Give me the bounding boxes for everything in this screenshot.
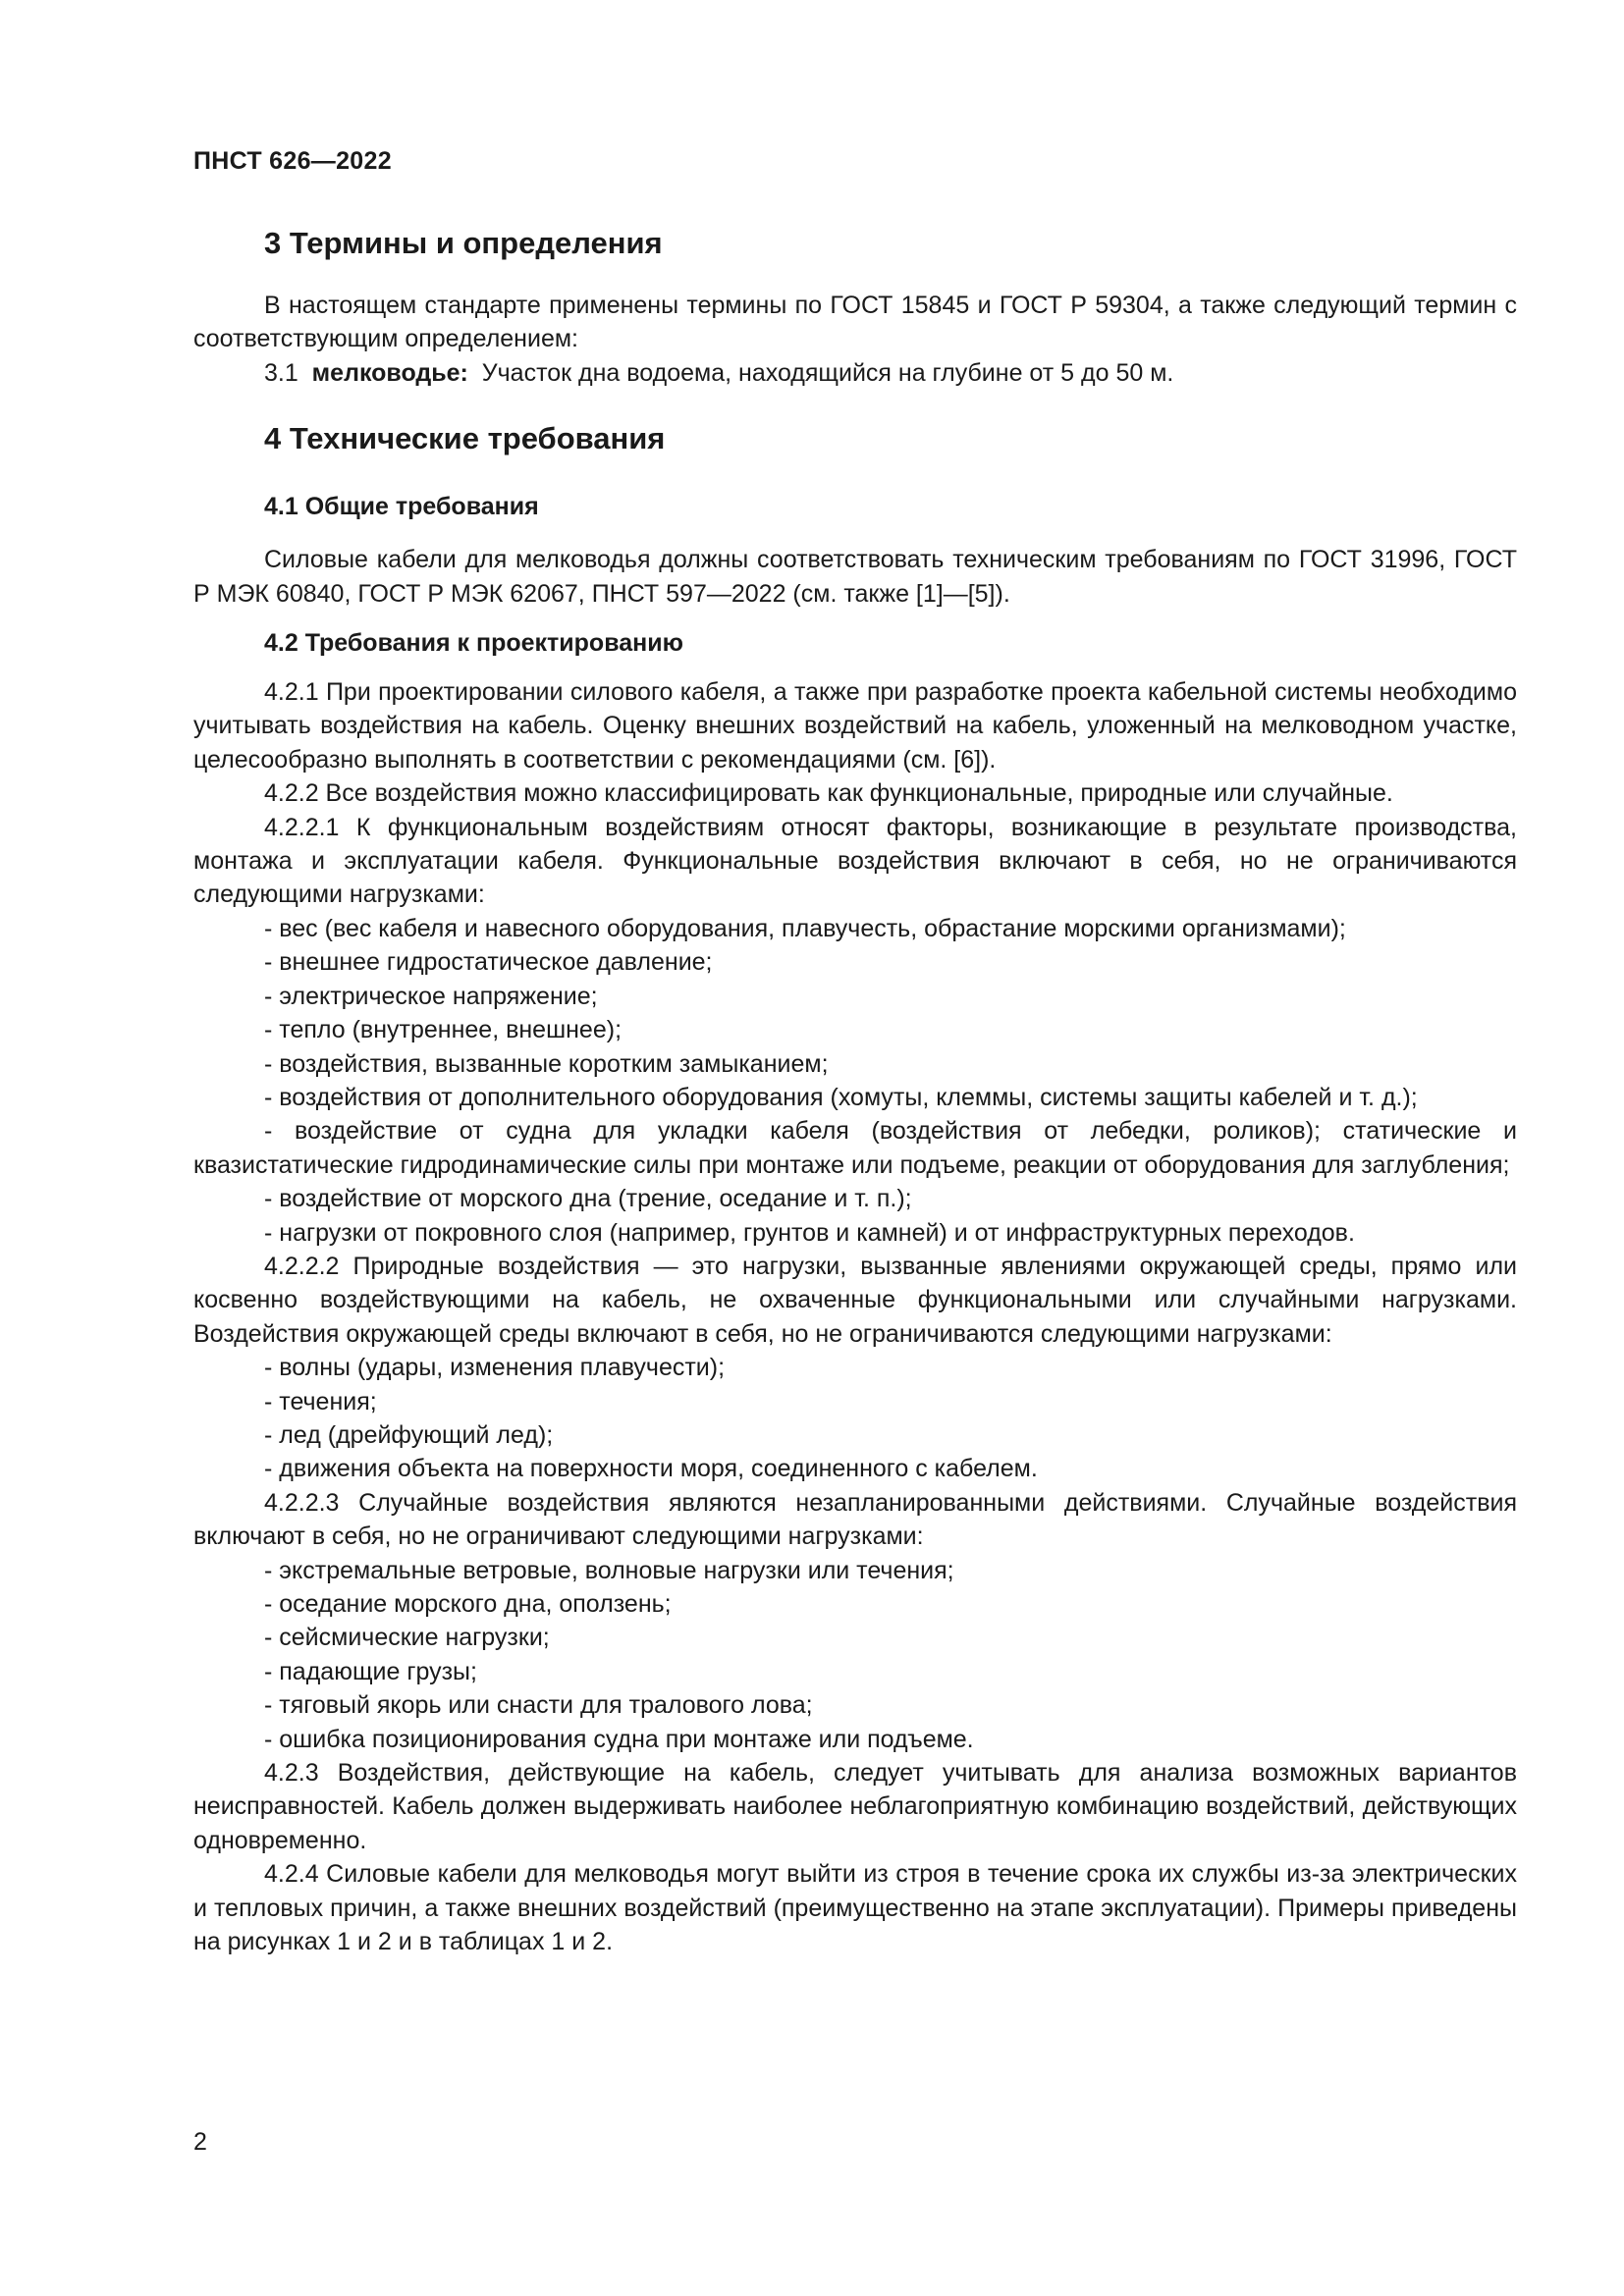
- list-item-functional: - тепло (внутреннее, внешнее);: [264, 1016, 623, 1044]
- document-code: ПНСТ 626—2022: [193, 147, 392, 175]
- list-item-accidental: - тяговый якорь или снасти для тралового лова;: [264, 1691, 813, 1720]
- section-3-heading: 3 Термины и определения: [264, 226, 663, 260]
- list-item-functional: - нагрузки от покровного слоя (например, грунтов и камней) и от инфраструктурных переходов.: [264, 1218, 1355, 1247]
- paragraph-4-2-2-1: 4.2.2.1 К функциональным воздействиям относят факторы, возникающие в результате производства, монтажа и эксплуатации кабеля. Функциональные воздействия включают в себя, но не ограничиваются следующими нагрузками:: [193, 813, 1517, 909]
- paragraph-4-2-2-3: 4.2.2.3 Случайные воздействия являются незапланированными действиями. Случайные воздействия включают в себя, но не ограничивают следующими нагрузками:: [193, 1488, 1517, 1551]
- paragraph-4-2-1: 4.2.1 При проектировании силового кабеля, а также при разработке проекта кабельной системы необходимо учитывать воздействия на кабель. Оценку внешних воздействий на кабель, уложенный на мелководном участке, целесообразно выполнять в соответствии с рекомендациями (см. [6]).: [193, 678, 1517, 774]
- page-number: 2: [193, 2128, 207, 2156]
- term-word: мелководье:: [311, 358, 468, 387]
- list-item-functional: - воздействия от дополнительного оборудования (хомуты, клеммы, системы защиты кабелей и т. д.);: [264, 1083, 1418, 1111]
- list-item-accidental: - падающие грузы;: [264, 1657, 477, 1685]
- term-number: 3.1: [264, 358, 298, 387]
- paragraph-4-2-2: 4.2.2 Все воздействия можно классифицировать как функциональные, природные или случайные.: [264, 779, 1393, 808]
- document-body: [193, 218, 1517, 1958]
- term-3-1: [193, 356, 1517, 390]
- section-3-intro: В настоящем стандарте применены термины по ГОСТ 15845 и ГОСТ Р 59304, а также следующий термин с соответствующим определением:: [193, 292, 1517, 353]
- paragraph-4-2-2-2: 4.2.2.2 Природные воздействия — это нагрузки, вызванные явлениями окружающей среды, прямо или косвенно воздействующими на кабель, не охваченные функциональными или случайными нагрузками. Воздействия окружающей среды включают в себя, но не ограничиваются следующими нагрузками:: [193, 1252, 1517, 1348]
- section-4-2-heading: 4.2 Требования к проектированию: [264, 629, 683, 658]
- list-item-natural: - лед (дрейфующий лед);: [264, 1420, 554, 1449]
- list-item-accidental: - оседание морского дна, оползень;: [264, 1590, 672, 1618]
- list-item-functional: - вес (вес кабеля и навесного оборудования, плавучесть, обрастание морскими организмами);: [264, 914, 1346, 942]
- term-definition: Участок дна водоема, находящийся на глубине от 5 до 50 м.: [481, 358, 1174, 387]
- list-item-accidental: - экстремальные ветровые, волновые нагрузки или течения;: [264, 1556, 954, 1584]
- section-4-1-text: Силовые кабели для мелководья должны соответствовать техническим требованиям по ГОСТ 31996, ГОСТ Р МЭК 60840, ГОСТ Р МЭК 62067, ПНСТ 597—2022 (см. также [1]—[5]).: [193, 546, 1517, 608]
- section-4-heading: 4 Технические требования: [264, 421, 666, 456]
- paragraph-4-2-4: 4.2.4 Силовые кабели для мелководья могут выйти из строя в течение срока их службы из-за электрических и тепловых причин, а также внешних воздействий (преимущественно на этапе эксплуатации). Примеры приведены на рисунках 1 и 2 и в таблицах 1 и 2.: [193, 1860, 1517, 1956]
- list-item-accidental: - сейсмические нагрузки;: [264, 1624, 550, 1652]
- list-item-natural: - течения;: [264, 1387, 377, 1415]
- list-item-functional: - воздействие от судна для укладки кабеля (воздействия от лебедки, роликов); статические и квазистатические гидродинамические силы при монтаже или подъеме, реакции от оборудования для заглубления;: [193, 1117, 1517, 1179]
- paragraph-4-2-3: 4.2.3 Воздействия, действующие на кабель, следует учитывать для анализа возможных вариантов неисправностей. Кабель должен выдерживать наиболее неблагоприятную комбинацию воздействий, действующих одновременно.: [193, 1759, 1517, 1854]
- list-item-natural: - волны (удары, изменения плавучести);: [264, 1354, 726, 1382]
- list-item-natural: - движения объекта на поверхности моря, соединенного с кабелем.: [264, 1455, 1038, 1483]
- list-item-accidental: - ошибка позиционирования судна при монтаже или подъеме.: [264, 1725, 974, 1753]
- list-item-functional: - электрическое напряжение;: [264, 982, 598, 1010]
- section-4-1-heading: 4.1 Общие требования: [264, 493, 539, 521]
- list-item-functional: - внешнее гидростатическое давление;: [264, 948, 713, 977]
- list-item-functional: - воздействие от морского дна (трение, оседание и т. п.);: [264, 1185, 912, 1213]
- list-item-functional: - воздействия, вызванные коротким замыканием;: [264, 1049, 829, 1078]
